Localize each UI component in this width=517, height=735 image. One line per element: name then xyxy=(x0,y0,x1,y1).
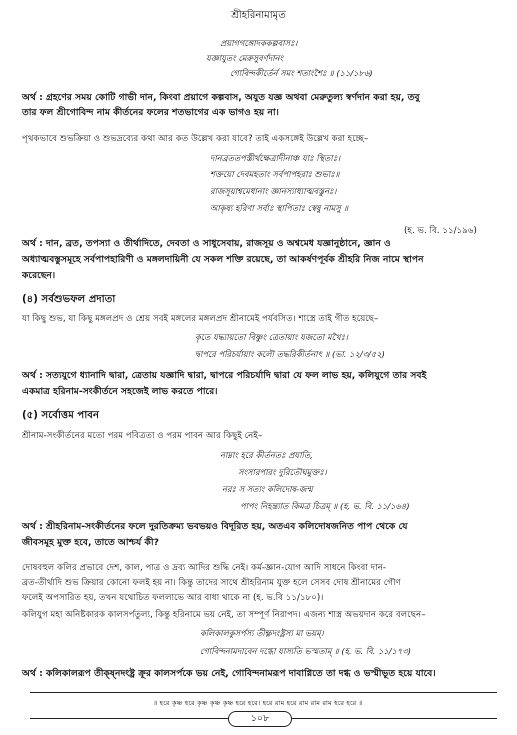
meaning-line: অর্থ : দান, ব্রত, তপস্যা ও তীর্থাদিতে, দেবতা ও সাধুসেবায়, রাজসূয় ও অশ্বমেধ যজ্ঞানুষ্ঠানে, জ্ঞান ও xyxy=(22,238,391,249)
meaning-line: অর্থ : শ্রীহরিনাম-সংকীর্তনের ফলে দুরতিক্রম্য ভবভয়ও বিদূরিত হয়, অতএব কলিদোষজনিত পাপ থেকে যে xyxy=(22,521,408,532)
meaning-line: তার ফল শ্রীগোবিন্দ নাম কীর্তনের ফলের শতভাগের এক ভাগও হয় না। xyxy=(22,107,279,118)
verse-reference: (হ. ভ. বি. ১১/১৯৬) xyxy=(404,226,477,236)
verse-line: গোবিন্দনামদাবেন দগ্ধো যাস্যতি ভস্মতাম্ ॥ (হ. ভ. বি. ১১/১৭৩) xyxy=(200,646,411,656)
footer-mantra: ॥ হরে কৃষ্ণ হরে কৃষ্ণ কৃষ্ণ কৃষ্ণ হরে হরে। হরে রাম হরে রাম রাম রাম হরে হরে ॥ xyxy=(153,699,363,707)
verse-line: প্রয়াগগঙ্গোদককল্পবাসঃ। xyxy=(220,38,298,48)
footer-rule-top xyxy=(30,692,497,693)
page-number: ১০৮ xyxy=(228,711,292,727)
verse-line: নাম্নাং হরে কীর্তনতঃ প্রযাতি, xyxy=(220,450,313,460)
verse-line: সংসারপারং দুরিতৌঘমুক্তঃ। xyxy=(238,467,327,477)
verse-line: আকৃষ্য হরিণা সর্বাঃ স্থাপিতাঃ স্বেষু নামসু ॥ xyxy=(210,203,349,213)
verse-line: দ্বাপরে পরিচর্যায়াং কলৌ তদ্ধরিকীর্তনাৎ ॥ (ভা. ১২/৩/৫২) xyxy=(195,349,385,359)
verse-line: শক্তয়ো দেবমহতাং সর্বপাপহরাঃ শুভাঃ॥ xyxy=(210,169,340,179)
paragraph-line: যা কিছু শুভ, যা কিছু মঙ্গলপ্রদ ও শ্রেয় সবই মঙ্গলের মঙ্গলপ্রদ শ্রীনামেই পর্যবসিত। শাস্ত্রে তাই গীত হয়েছে– xyxy=(22,314,379,324)
verse-line: কৃতে যদ্ধ্যায়তো বিষ্ণুং ত্রেতায়াং যজতো মখৈঃ। xyxy=(195,332,348,342)
meaning-line: জীবসমূহ মুক্ত হবে, তাতে আশ্চর্য কী? xyxy=(22,537,159,548)
paragraph-line: দোষবহুল কলির প্রভাবে দেশ, কাল, পাত্র ও দ্রব্য আদির শুদ্ধি নেই। কর্ম-জ্ঞান-যোগ আদি সাধনে কিংবা দান- xyxy=(22,563,387,573)
paragraph-line: পৃথকভাবে শুভক্রিয়া ও শুভদ্রব্যের কথা আর কত উল্লেখ করা যাবে? তাই একসঙ্গেই উল্লেখ করা হচ্ছে– xyxy=(22,134,369,144)
verse-line: দানব্রততপস্তীর্থক্ষেত্রাদীনাঞ্চ যাঃ স্থিতাঃ। xyxy=(210,153,341,163)
verse-line: পাপং নিহন্ত্যাত কিমত্র চিত্রম্ ॥ (হ. ভ. বি. ১১/১৬৪) xyxy=(240,501,410,511)
running-header: শ্রীহরিনামামৃত xyxy=(231,10,286,21)
paragraph-line: ফলেই অপসারিত হয়, তখন যথোচিত ফললাভে আর বাধা থাকে না (হ. ভ.বি ১১/১৮০)। xyxy=(22,593,324,603)
verse-line: গোবিন্দকীর্তের্ন সমং শতাংশৈঃ ॥ (১১/১৮৬) xyxy=(230,68,373,78)
paragraph-line: শ্রীনাম-সংকীর্তনের মতো পরম পবিত্রতা ও পরম পাবন আর কিছুই নেই– xyxy=(22,431,263,441)
verse-line: নরঃ স সত্যং কলিদোষ-জন্ম xyxy=(222,484,313,494)
section-heading: (৪) সর্বশুভফল প্রদাতা xyxy=(22,294,116,305)
verse-line: যজ্ঞাযুতং মেরুসুবর্ণদানং xyxy=(206,53,284,63)
section-heading: (৫) সর্বোত্তম পাবন xyxy=(22,410,100,421)
paragraph-line: কলিযুগ মহা অনিষ্টকারক কালসর্পতুল্য, কিন্তু হরিনামে ভয় নেই, তা সম্পূর্ণ নিরাপদ। এজন্য শাস্ত্র অভয়দান করে বলছেন– xyxy=(22,610,426,620)
meaning-line: অর্থ : গ্রহণের সময় কোটি গাভী দান, কিংবা প্রয়াগে কল্পবাস, অযুত যজ্ঞ অথবা মেরুতুল্য স্বর্ণদান করা হয়, তবু xyxy=(22,92,420,103)
meaning-line: অর্থ : সত্যযুগে ধ্যানাদি দ্বারা, ত্রেতায় যজ্ঞাদি দ্বারা, দ্বাপরে পরিচর্যাদি দ্বারা যে ফল লাভ হয়, কলিযুগে তার সবই xyxy=(22,370,427,381)
paragraph-line: ব্রত-তীর্থাদি শুভ ক্রিয়ার কোনো ফলই হয় না। কিন্তু তাদের সাথে শ্রীহরিনাম যুক্ত হলে সেসব দোষ শ্রীনামের গৌণ xyxy=(22,578,401,588)
verse-line: কলিকালকুসর্পস্য তীক্ষ্ণদংষ্ট্রস্য মা ভয়ম্। xyxy=(200,628,324,638)
meaning-line: একমাত্র হরিনাম-সংকীর্তনে সহজেই লাভ করতে পারে। xyxy=(22,386,218,397)
verse-line: রাজসূয়াশ্বমেধানাং জ্ঞানস্যাধ্যাত্মবস্তুনঃ। xyxy=(210,186,337,196)
meaning-line: অধ্যাত্মবস্তুসমূহে সর্বপাপহারিণী ও মঙ্গলদায়িনী যে সকল শক্তি রয়েছে, তা আকর্ষণপূর্বক শ্রীহরি নিজ নামে স্থাপন xyxy=(22,254,424,265)
meaning-line: করেছেন। xyxy=(22,270,56,281)
meaning-line: অর্থ : কলিকালরূপ তীক্ষ্নদংষ্ট্র ক্রূর কালসর্পকে ভয় নেই, গোবিন্দনামরূপ দাবাগ্নিতে তা দগ্ধ ও ভস্মীভূত হয়ে যাবে। xyxy=(22,668,436,679)
